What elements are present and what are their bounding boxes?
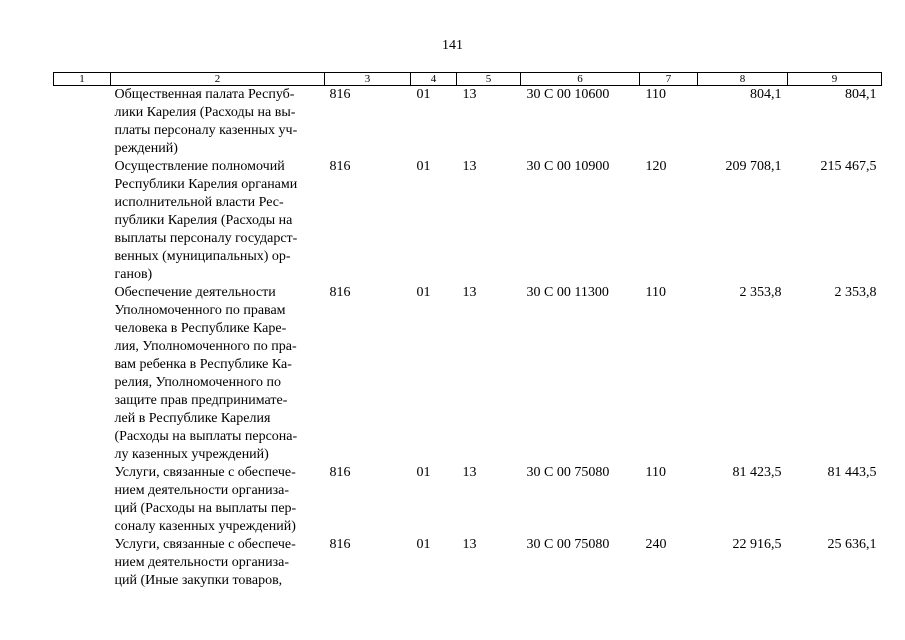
expense-type-cell: 110 [645, 87, 666, 102]
target-article-cell: 30 С 00 11300 [526, 285, 609, 300]
item-name-line: лия, Уполномоченного по пра- [114, 339, 297, 354]
section-cell: 01 [416, 87, 431, 102]
table-row [54, 86, 882, 159]
item-name-line: ций (Иные закупки товаров, [114, 573, 283, 588]
column-header-1: 1 [54, 73, 111, 86]
section-cell: 01 [416, 285, 431, 300]
item-name-line: публики Карелия (Расходы на [114, 213, 293, 228]
item-name-line: венных (муниципальных) ор- [114, 249, 291, 264]
item-name-line: Осуществление полномочий [114, 159, 285, 174]
column-header-6: 6 [521, 73, 640, 86]
item-name-line: Общественная палата Респуб- [114, 87, 295, 102]
item-name-line: релия, Уполномоченного по [114, 375, 281, 390]
column-header-7: 7 [640, 73, 698, 86]
column-1-cell [54, 284, 111, 464]
item-name-line: лей в Республике Карелия [114, 411, 271, 426]
table-row [54, 464, 882, 536]
table-body [54, 86, 882, 591]
item-name-cell [111, 284, 325, 464]
gov-code-cell: 816 [329, 537, 351, 552]
gov-code-cell: 816 [329, 465, 351, 480]
item-name-line: лу казенных учреждений) [114, 447, 269, 462]
column-1-cell [54, 464, 111, 536]
table-header [54, 73, 882, 86]
subsection-cell: 13 [462, 465, 477, 480]
section-cell: 01 [416, 159, 431, 174]
column-header-8: 8 [698, 73, 788, 86]
table-row [54, 284, 882, 464]
column-header-2: 2 [111, 73, 325, 86]
target-article-cell: 30 С 00 10900 [526, 159, 610, 174]
page-number: 141 [442, 38, 463, 53]
item-name-line: ций (Расходы на выплаты пер- [114, 501, 297, 516]
target-article-cell: 30 С 00 75080 [526, 537, 610, 552]
item-name-cell [111, 464, 325, 536]
column-header-4: 4 [411, 73, 457, 86]
item-name-line: реждений) [114, 141, 178, 156]
expense-type-cell: 240 [645, 537, 667, 552]
item-name-cell [111, 536, 325, 590]
expense-type-cell: 110 [645, 285, 666, 300]
amount-year-1-cell: 22 916,5 [732, 537, 782, 552]
expense-type-cell: 120 [645, 159, 667, 174]
gov-code-cell: 816 [329, 159, 351, 174]
item-name-line: исполнительной власти Рес- [114, 195, 284, 210]
budget-table [53, 72, 882, 590]
table-row [54, 158, 882, 284]
column-header-9: 9 [788, 73, 882, 86]
item-name-line: выплаты персоналу государст- [114, 231, 298, 246]
amount-year-2-cell: 2 353,8 [834, 285, 877, 300]
subsection-cell: 13 [462, 159, 477, 174]
item-name-line: (Расходы на выплаты персона- [114, 429, 298, 444]
item-name-line: человека в Республике Каре- [114, 321, 287, 336]
amount-year-2-cell: 25 636,1 [827, 537, 877, 552]
gov-code-cell: 816 [329, 285, 351, 300]
item-name-line: Услуги, связанные с обеспече- [114, 465, 296, 480]
item-name-line: Уполномоченного по правам [114, 303, 286, 318]
amount-year-1-cell: 81 423,5 [732, 465, 782, 480]
item-name-line: соналу казенных учреждений) [114, 519, 296, 534]
gov-code-cell: 816 [329, 87, 351, 102]
item-name-line: нием деятельности организа- [114, 555, 290, 570]
item-name-cell [111, 86, 325, 159]
target-article-cell: 30 С 00 10600 [526, 87, 610, 102]
item-name-line: защите прав предпринимате- [114, 393, 288, 408]
column-header-5: 5 [457, 73, 521, 86]
amount-year-2-cell: 81 443,5 [827, 465, 877, 480]
amount-year-2-cell: 215 467,5 [820, 159, 877, 174]
item-name-line: вам ребенка в Республике Ка- [114, 357, 292, 372]
amount-year-1-cell: 209 708,1 [725, 159, 782, 174]
item-name-line: ганов) [114, 267, 153, 282]
subsection-cell: 13 [462, 537, 477, 552]
section-cell: 01 [416, 465, 431, 480]
column-1-cell [54, 536, 111, 590]
subsection-cell: 13 [462, 285, 477, 300]
column-header-3: 3 [325, 73, 411, 86]
amount-year-1-cell: 2 353,8 [739, 285, 782, 300]
column-1-cell [54, 86, 111, 159]
item-name-line: Обеспечение деятельности [114, 285, 276, 300]
item-name-line: Республики Карелия органами [114, 177, 298, 192]
table-row [54, 536, 882, 590]
column-number-row [54, 73, 882, 86]
item-name-cell [111, 158, 325, 284]
expense-type-cell: 110 [645, 465, 666, 480]
amount-year-2-cell: 804,1 [845, 87, 877, 102]
column-1-cell [54, 158, 111, 284]
item-name-line: платы персоналу казенных уч- [114, 123, 298, 138]
section-cell: 01 [416, 537, 431, 552]
item-name-line: Услуги, связанные с обеспече- [114, 537, 296, 552]
item-name-line: нием деятельности организа- [114, 483, 290, 498]
item-name-line: лики Карелия (Расходы на вы- [114, 105, 296, 120]
subsection-cell: 13 [462, 87, 477, 102]
target-article-cell: 30 С 00 75080 [526, 465, 610, 480]
amount-year-1-cell: 804,1 [750, 87, 782, 102]
